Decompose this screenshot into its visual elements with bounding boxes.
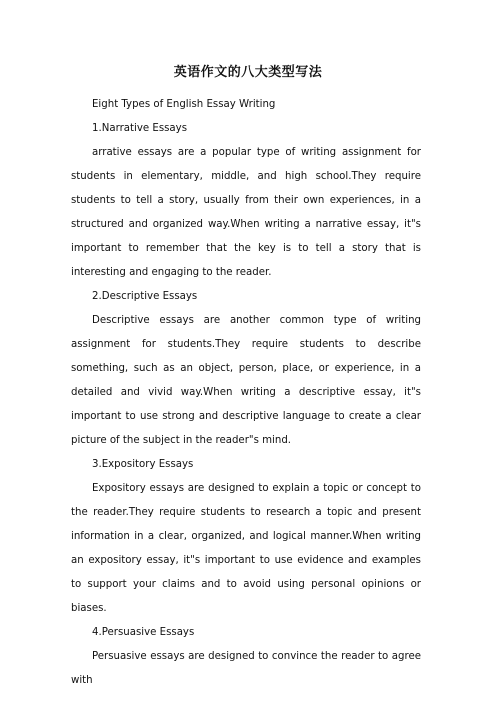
- section-body-narrative: arrative essays are a popular type of writing assignment for students in elementary, middle, and high school.They require students to tell a story, usually from their own experiences, in a structured and organized way.When writing a narrative essay, it"s important to remember that the key is to tell a story that is interesting and engaging to the reader.: [71, 147, 421, 278]
- section-heading-narrative: 1.Narrative Essays: [92, 123, 188, 134]
- document-subtitle: Eight Types of English Essay Writing: [92, 99, 276, 110]
- document-title: 英语作文的八大类型写法: [173, 65, 323, 80]
- section-heading-descriptive: 2.Descriptive Essays: [92, 291, 198, 302]
- section-body-descriptive: Descriptive essays are another common type of writing assignment for students.They require students to describe something, such as an object, person, place, or experience, in a detailed and vivid way.When writing a descriptive essay, it"s important to use strong and descriptive language to create a clear picture of the subject in the reader"s mind.: [71, 315, 421, 446]
- section-heading-persuasive: 4.Persuasive Essays: [92, 627, 195, 638]
- section-heading-expository: 3.Expository Essays: [92, 459, 194, 470]
- section-body-expository: Expository essays are designed to explain a topic or concept to the reader.They require students to research a topic and present information in a clear, organized, and logical manner.When writing an expository essay, it"s important to use evidence and examples to support your claims and to avoid using personal opinions or biases.: [71, 483, 421, 614]
- document-body: [71, 93, 421, 693]
- section-body-persuasive: Persuasive essays are designed to convince the reader to agree with: [71, 651, 421, 686]
